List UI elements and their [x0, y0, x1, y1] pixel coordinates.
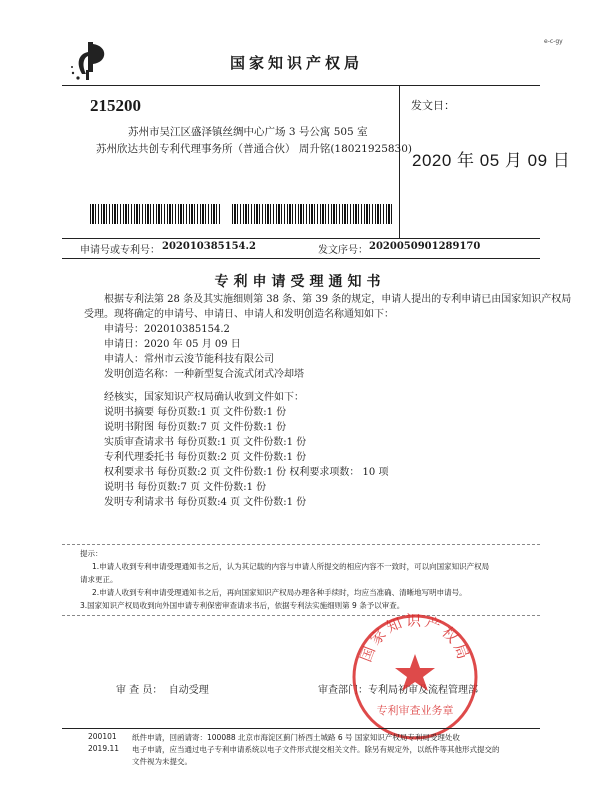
barcode-right	[232, 204, 392, 224]
footer-line-2: 电子申请，应当通过电子专利申请系统以电子文件形式提交相关文件。除另有规定外，以纸件等其他形式提交的	[132, 745, 500, 754]
field-label: 发明创造名称：	[104, 369, 174, 380]
files-intro: 经核实，国家知识产权局确认收到文件如下：	[104, 392, 304, 403]
serial-label: 发文序号：	[318, 245, 368, 256]
file-item: 发明专利请求书 每份页数:4 页 文件份数:1 份	[104, 497, 307, 508]
file-item: 说明书附图 每份页数:7 页 文件份数:1 份	[104, 422, 287, 433]
cnipa-logo-icon	[70, 40, 112, 82]
field-app-no	[104, 324, 230, 336]
file-item: 权利要求书 每份页数:2 页 文件份数:1 份 权利要求项数： 10 项	[104, 467, 389, 478]
department-label: 审查部门：	[318, 685, 368, 696]
serial-no: 2020050901289170	[369, 241, 481, 252]
address: 苏州市吴江区盛泽镇丝绸中心广场 3 号公寓 505 室	[128, 126, 368, 138]
seal-band-text: 专利审查业务章	[376, 704, 454, 717]
issue-date-label: 发文日：	[411, 99, 455, 112]
note-item: 1.申请人收到专利申请受理通知书之后，认为其记载的内容与申请人所提交的相应内容不一致时，可以向国家知识产权局	[92, 562, 490, 571]
file-item: 说明书摘要 每份页数:1 页 文件份数:1 份	[104, 407, 287, 418]
examiner	[116, 685, 209, 697]
barcode-left	[90, 204, 220, 224]
department-value: 专利局初审及流程管理部	[368, 685, 478, 696]
note-item: 3.国家知识产权局收到向外国申请专利保密审查请求书后，依据专利法实施细则第 9 条予以审查。	[80, 601, 405, 610]
top-code: e-c-gy	[544, 38, 563, 45]
field-invention-title	[104, 369, 304, 381]
notes-heading: 提示：	[80, 549, 103, 558]
seal-star-icon	[395, 654, 435, 691]
notes-top-rule	[62, 544, 540, 545]
app-no-label: 申请号或专利号：	[80, 245, 160, 256]
note-item: 2.申请人收到专利申请受理通知书之后，再向国家知识产权局办理各种手续时，均应当准确、清晰地写明申请号。	[92, 588, 467, 597]
intro-line-1: 根据专利法第 28 条及其实施细则第 38 条、第 39 条的规定，申请人提出的专利申请已由国家知识产权局	[104, 294, 572, 305]
header-top-rule	[62, 85, 540, 86]
field-label: 申请号：	[104, 324, 144, 335]
header-bottom-rule	[62, 238, 540, 239]
field-value: 2020 年 05 月 09 日	[144, 339, 241, 350]
examiner-label: 审 查 员：	[116, 685, 163, 696]
official-seal	[350, 612, 480, 742]
field-applicant	[104, 354, 274, 366]
file-item: 说明书 每份页数:7 页 文件份数:1 份	[104, 482, 267, 493]
field-value: 202010385154.2	[144, 324, 230, 335]
field-value: 一种新型复合流式闭式冷却塔	[174, 369, 304, 380]
examiner-value: 自动受理	[168, 685, 209, 696]
file-item: 实质审查请求书 每份页数:1 页 文件份数:1 份	[104, 437, 307, 448]
form-code: 200101	[88, 732, 117, 741]
agency: 苏州欣达共创专利代理事务所（普通合伙） 周升铭(18021925830)	[96, 143, 413, 155]
footer-line-1: 纸件申请，回函请寄：100088 北京市海淀区蓟门桥西土城路 6 号 国家知识产权局专利局受理处收	[132, 733, 460, 742]
footer-line-3: 文件视为未提交。	[132, 757, 192, 766]
footer-rule	[62, 728, 540, 729]
field-app-date	[104, 339, 241, 351]
seal-arc-text: 国家知识产权局	[356, 612, 474, 665]
field-value: 常州市云浚节能科技有限公司	[144, 354, 274, 365]
note-item: 请求更正。	[80, 575, 118, 584]
header-divider	[399, 85, 400, 238]
notice-title: 专利申请受理通知书	[214, 274, 386, 290]
field-label: 申请日：	[104, 339, 144, 350]
form-date: 2019.11	[88, 744, 120, 753]
field-label: 申请人：	[104, 354, 144, 365]
app-no: 202010385154.2	[162, 241, 256, 252]
intro-line-2: 受理。现将确定的申请号、申请日、申请人和发明创造名称通知如下：	[84, 309, 394, 320]
issue-date: 2020 年 05 月 09 日	[412, 151, 571, 170]
office-name: 国家知识产权局	[230, 54, 364, 72]
postal-code: 215200	[90, 96, 141, 115]
file-item: 专利代理委托书 每份页数:2 页 文件份数:1 份	[104, 452, 307, 463]
ref-bar-rule	[62, 258, 540, 259]
